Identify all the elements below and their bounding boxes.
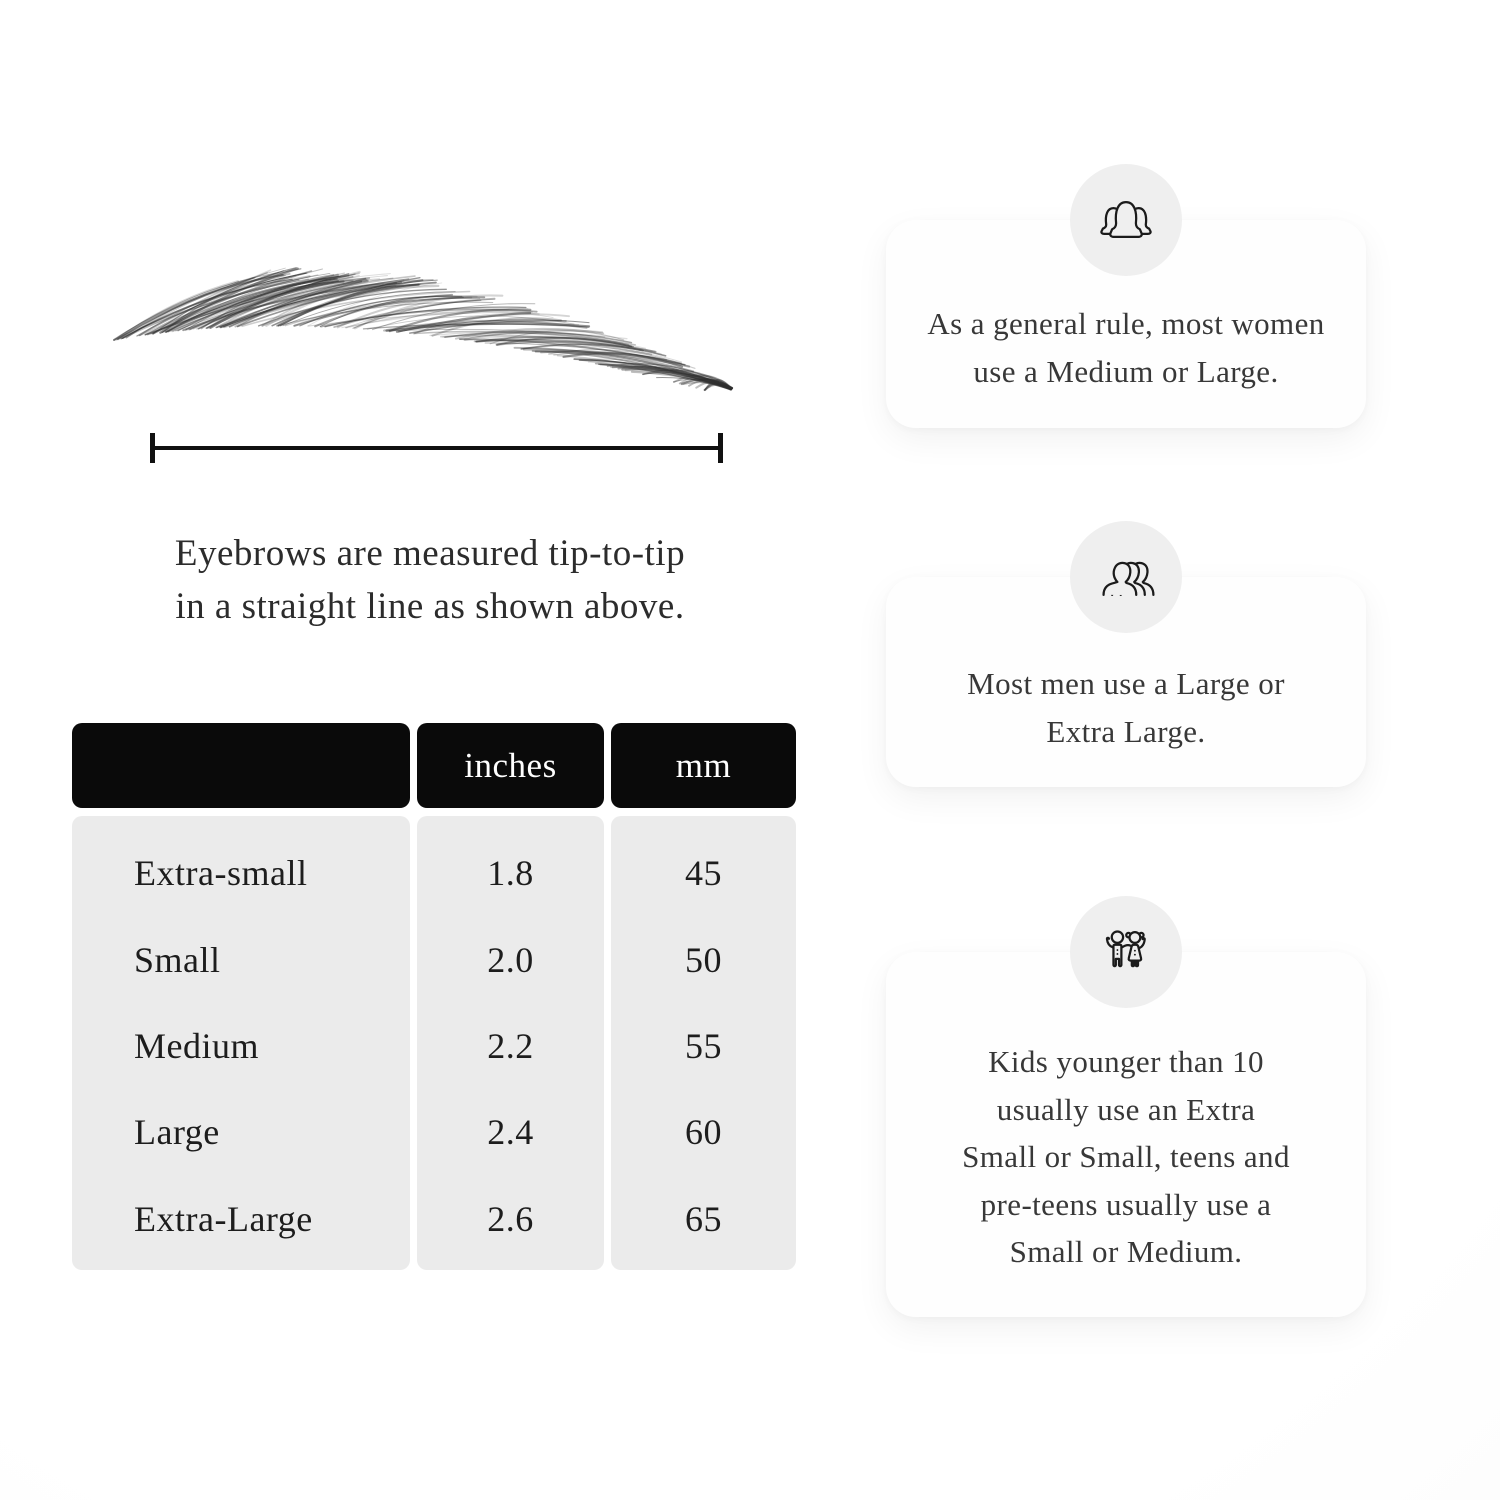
size-column-body [72,816,410,1270]
women-group-icon [1093,187,1159,253]
mm-cell: 65 [685,1198,722,1239]
kids-card-line: Kids younger than 10 [988,1044,1264,1079]
mm-cell: 60 [685,1112,722,1153]
mm-column-header: mm [611,723,796,808]
caption-line-2: in a straight line as shown above. [175,586,685,627]
kids-card-line: usually use an Extra [996,1091,1256,1127]
inches-column-header: inches [417,723,604,808]
women-card-text [906,300,1346,395]
kids-card-line: Small or Medium. [1009,1234,1243,1269]
inches-column-body [417,816,604,1270]
kids-card-line: pre-teens usually use a [980,1186,1272,1222]
women-sizing-card [886,220,1366,428]
size-cell: Large [134,1112,220,1153]
size-column-header [72,723,410,808]
inches-cell: 2.2 [487,1025,534,1066]
men-card-line: Most men use a Large or [967,666,1285,701]
kids-icon [1093,919,1159,985]
men-sizing-card [886,577,1366,787]
caption-line-1: Eyebrows are measured tip-to-tip [174,533,686,574]
measurement-caption [90,527,770,633]
size-table-column-inches [417,723,604,1270]
inches-cell: 2.0 [487,939,534,980]
inches-cell: 2.4 [487,1112,534,1153]
kids-icon-badge [1070,896,1182,1008]
size-table-column-mm [611,723,796,1270]
kids-sizing-card [886,952,1366,1317]
mm-cell: 55 [685,1025,722,1066]
inches-cell: 2.6 [487,1198,534,1239]
women-card-line: use a Medium or Large. [973,353,1279,389]
mm-cell: 50 [685,939,722,980]
size-cell: Extra-Large [134,1198,313,1239]
men-group-icon [1093,544,1159,610]
eyebrow-illustration [102,228,747,413]
kids-card-text [906,1038,1346,1276]
men-card-text [906,660,1346,755]
size-cell: Small [134,939,221,980]
men-icon-badge [1070,521,1182,633]
measurement-line [150,433,723,463]
kids-card-line: Small or Small, teens and [962,1139,1290,1174]
women-card-line: As a general rule, most women [927,306,1325,341]
size-cell: Extra-small [134,853,308,894]
size-table-column-size [72,723,410,1270]
size-table [72,723,796,1270]
mm-column-body [611,816,796,1270]
size-cell: Medium [134,1025,259,1066]
mm-cell: 45 [685,853,722,894]
men-card-line: Extra Large. [1046,713,1206,749]
women-icon-badge [1070,164,1182,276]
inches-cell: 1.8 [487,853,534,894]
